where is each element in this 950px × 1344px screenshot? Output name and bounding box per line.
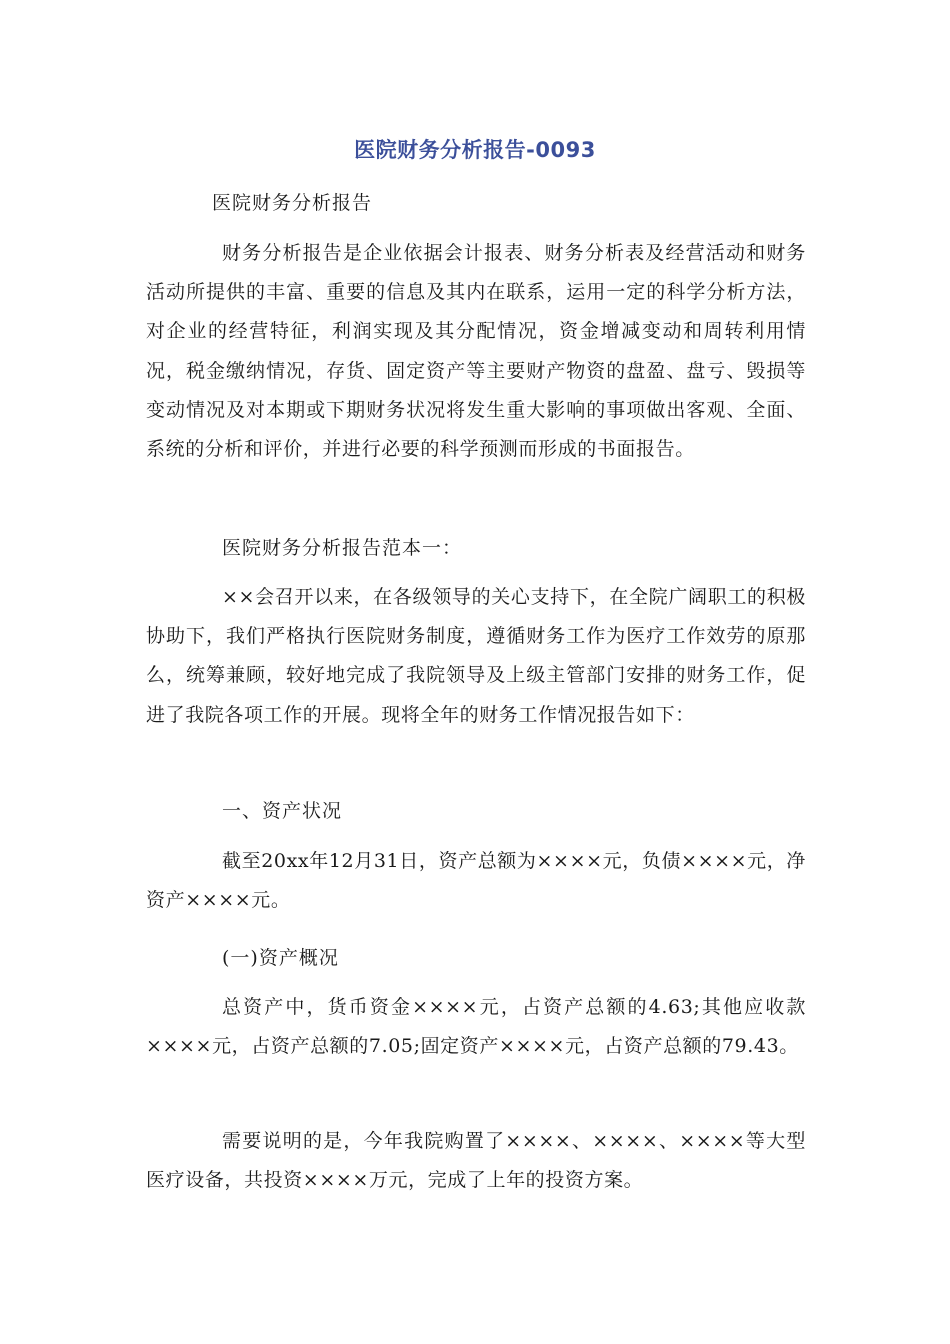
- section-heading-assets: 一、资产状况: [222, 800, 343, 822]
- sample-heading: 医院财务分析报告范本一：: [222, 537, 463, 559]
- opening-paragraph: ××会召开以来，在各级领导的关心支持下，在全院广阔职工的积极协助下，我们严格执行医院财务制度，遵循财务工作为医疗工作效劳的原那么，统筹兼顾，较好地完成了我院领导及上级主管部门安排的财务工作，促进了我院各项工作的开展。现将全年的财务工作情况报告如下：: [146, 586, 806, 726]
- document-subtitle: 医院财务分析报告: [212, 192, 373, 214]
- document-title: 医院财务分析报告-0093: [354, 138, 596, 162]
- intro-paragraph: 财务分析报告是企业依据会计报表、财务分析表及经营活动和财务活动所提供的丰富、重要的信息及其内在联系，运用一定的科学分析方法，对企业的经营特征，利润实现及其分配情况，资金增减变动和周转利用情况，税金缴纳情况，存货、固定资产等主要财产物资的盘盈、盘亏、毁损等变动情况及对本期或下期财务状况将发生重大影响的事项做出客观、全面、系统的分析和评价，并进行必要的科学预测而形成的书面报告。: [146, 242, 806, 461]
- assets-summary-paragraph: 截至20xx年12月31日，资产总额为××××元，负债××××元，净资产××××元。: [146, 850, 806, 912]
- equipment-note-paragraph: 需要说明的是，今年我院购置了××××、××××、××××等大型医疗设备，共投资××××万元，完成了上年的投资方案。: [146, 1130, 806, 1192]
- subsection-heading-overview: (一)资产概况: [222, 947, 339, 969]
- assets-overview-paragraph: 总资产中，货币资金××××元，占资产总额的4.63;其他应收款××××元，占资产总额的7.05;固定资产××××元，占资产总额的79.43。: [146, 996, 806, 1058]
